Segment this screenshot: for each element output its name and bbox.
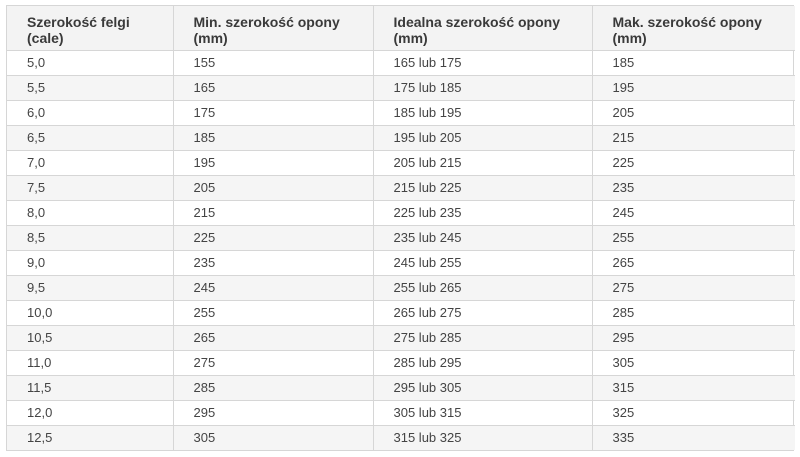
ideal-tire-width-cell: 305 lub 315	[373, 400, 592, 425]
table-row	[7, 100, 795, 125]
min-tire-width-cell: 245	[173, 275, 373, 300]
header-ideal-tire-width: Idealna szerokość opony (mm)	[373, 6, 592, 50]
max-tire-width-cell: 245	[592, 200, 795, 225]
table-row	[7, 275, 795, 300]
table-body	[7, 50, 795, 450]
table-row	[7, 250, 795, 275]
min-tire-width-cell: 205	[173, 175, 373, 200]
max-tire-width-cell: 315	[592, 375, 795, 400]
table-header	[7, 6, 795, 50]
tire-width-table-container	[6, 5, 794, 451]
rim-width-cell: 10,5	[7, 325, 173, 350]
rim-width-cell: 9,5	[7, 275, 173, 300]
table-row	[7, 375, 795, 400]
max-tire-width-cell: 185	[592, 50, 795, 75]
rim-width-cell: 12,5	[7, 425, 173, 450]
min-tire-width-cell: 155	[173, 50, 373, 75]
table-row	[7, 200, 795, 225]
max-tire-width-cell: 305	[592, 350, 795, 375]
table-row	[7, 125, 795, 150]
min-tire-width-cell: 195	[173, 150, 373, 175]
ideal-tire-width-cell: 175 lub 185	[373, 75, 592, 100]
min-tire-width-cell: 255	[173, 300, 373, 325]
max-tire-width-cell: 295	[592, 325, 795, 350]
min-tire-width-cell: 225	[173, 225, 373, 250]
max-tire-width-cell: 285	[592, 300, 795, 325]
max-tire-width-cell: 215	[592, 125, 795, 150]
tire-width-table	[7, 6, 795, 450]
max-tire-width-cell: 255	[592, 225, 795, 250]
rim-width-cell: 7,5	[7, 175, 173, 200]
min-tire-width-cell: 295	[173, 400, 373, 425]
min-tire-width-cell: 305	[173, 425, 373, 450]
max-tire-width-cell: 225	[592, 150, 795, 175]
min-tire-width-cell: 275	[173, 350, 373, 375]
rim-width-cell: 10,0	[7, 300, 173, 325]
rim-width-cell: 7,0	[7, 150, 173, 175]
rim-width-cell: 8,0	[7, 200, 173, 225]
max-tire-width-cell: 195	[592, 75, 795, 100]
min-tire-width-cell: 165	[173, 75, 373, 100]
ideal-tire-width-cell: 255 lub 265	[373, 275, 592, 300]
min-tire-width-cell: 175	[173, 100, 373, 125]
max-tire-width-cell: 275	[592, 275, 795, 300]
ideal-tire-width-cell: 275 lub 285	[373, 325, 592, 350]
max-tire-width-cell: 265	[592, 250, 795, 275]
table-row	[7, 325, 795, 350]
min-tire-width-cell: 265	[173, 325, 373, 350]
rim-width-cell: 6,0	[7, 100, 173, 125]
ideal-tire-width-cell: 185 lub 195	[373, 100, 592, 125]
ideal-tire-width-cell: 295 lub 305	[373, 375, 592, 400]
max-tire-width-cell: 205	[592, 100, 795, 125]
rim-width-cell: 5,5	[7, 75, 173, 100]
min-tire-width-cell: 235	[173, 250, 373, 275]
rim-width-cell: 12,0	[7, 400, 173, 425]
ideal-tire-width-cell: 165 lub 175	[373, 50, 592, 75]
table-row	[7, 350, 795, 375]
table-row	[7, 50, 795, 75]
header-max-tire-width: Mak. szerokość opony (mm)	[592, 6, 795, 50]
table-row	[7, 225, 795, 250]
rim-width-cell: 5,0	[7, 50, 173, 75]
rim-width-cell: 9,0	[7, 250, 173, 275]
min-tire-width-cell: 285	[173, 375, 373, 400]
header-row	[7, 6, 795, 50]
ideal-tire-width-cell: 245 lub 255	[373, 250, 592, 275]
table-row	[7, 425, 795, 450]
header-min-tire-width: Min. szerokość opony (mm)	[173, 6, 373, 50]
max-tire-width-cell: 335	[592, 425, 795, 450]
min-tire-width-cell: 185	[173, 125, 373, 150]
ideal-tire-width-cell: 265 lub 275	[373, 300, 592, 325]
table-row	[7, 300, 795, 325]
rim-width-cell: 6,5	[7, 125, 173, 150]
max-tire-width-cell: 325	[592, 400, 795, 425]
table-row	[7, 150, 795, 175]
ideal-tire-width-cell: 315 lub 325	[373, 425, 592, 450]
table-row	[7, 400, 795, 425]
ideal-tire-width-cell: 235 lub 245	[373, 225, 592, 250]
ideal-tire-width-cell: 205 lub 215	[373, 150, 592, 175]
ideal-tire-width-cell: 215 lub 225	[373, 175, 592, 200]
rim-width-cell: 11,5	[7, 375, 173, 400]
table-row	[7, 75, 795, 100]
min-tire-width-cell: 215	[173, 200, 373, 225]
ideal-tire-width-cell: 225 lub 235	[373, 200, 592, 225]
header-rim-width: Szerokość felgi (cale)	[7, 6, 173, 50]
ideal-tire-width-cell: 195 lub 205	[373, 125, 592, 150]
ideal-tire-width-cell: 285 lub 295	[373, 350, 592, 375]
table-row	[7, 175, 795, 200]
rim-width-cell: 8,5	[7, 225, 173, 250]
max-tire-width-cell: 235	[592, 175, 795, 200]
rim-width-cell: 11,0	[7, 350, 173, 375]
